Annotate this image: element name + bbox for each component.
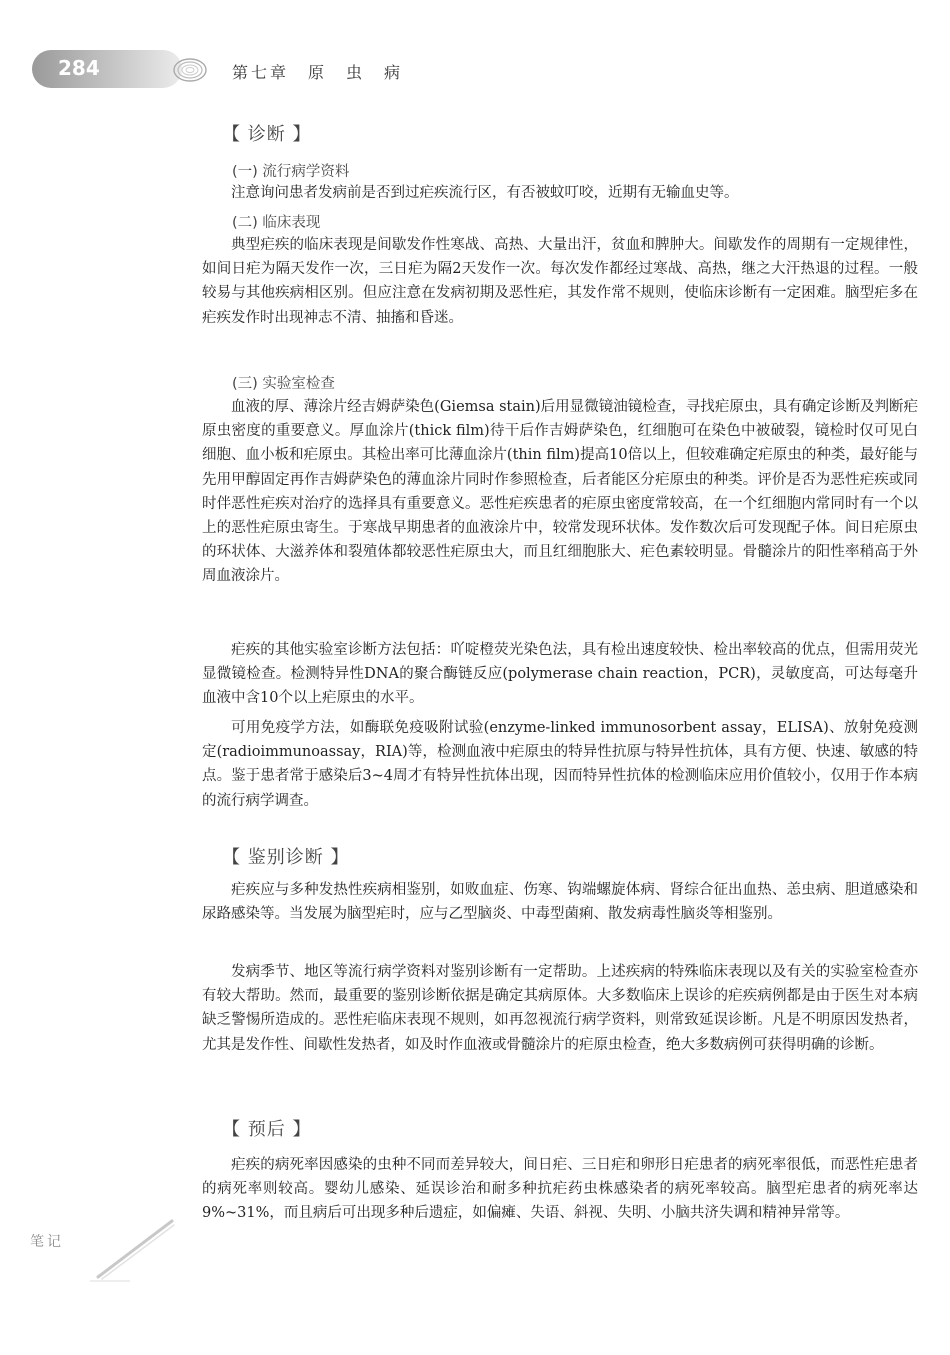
differential-heading: 【 鉴别诊断 】 bbox=[222, 847, 350, 868]
chapter-title: 第七章 原 虫 病 bbox=[232, 63, 404, 82]
lab-paragraph-1: 血液的厚、薄涂片经吉姆萨染色(Giemsa stain)后用显微镜油镜检查，寻找疟原虫，具有确定诊断及判断疟原虫密度的重要意义。厚血涂片(thick film)待干后作吉姆萨染色，红细胞可在染色中被破裂，镜检时仅可见白细胞、血小板和疟原虫。其检出率可比薄血涂片(thin film)提高10倍以上，但较难确定疟原虫的种类，最好能与先用甲醇固定再作吉姆萨染色的薄血涂片同时作参照检查，后者能区分疟原虫的种类。评价是否为恶性疟疾或同时伴恶性疟疾对治疗的选择具有重要意义。恶性疟疾患者的疟原虫密度常较高，在一个红细胞内常同时有一个以上的恶性疟原虫寄生。于寒战早期患者的血液涂片中，较常发现环状体。发作数次后可发现配子体。间日疟原虫的环状体、大滋养体和裂殖体都较恶性疟原虫大，而且红细胞胀大、疟色素较明显。骨髓涂片的阳性率稍高于外周血液涂片。 bbox=[202, 399, 918, 585]
page-header bbox=[0, 40, 950, 100]
differential-paragraph-2: 发病季节、地区等流行病学资料对鉴别诊断有一定帮助。上述疾病的特殊临床表现以及有关的实验室检查亦有较大帮助。然而，最重要的鉴别诊断依据是确定其病原体。大多数临床上误诊的疟疾病例都是由于医生对本病缺乏警惕所造成的。恶性疟临床表现不规则，如再忽视流行病学资料，则常致延误诊断。凡是不明原因发热者，尤其是发作性、间歇性发热者，如及时作血液或骨髓涂片的疟原虫检查，绝大多数病例可获得明确的诊断。 bbox=[202, 964, 918, 1053]
lab-paragraph-2: 疟疾的其他实验室诊断方法包括：吖啶橙荧光染色法，具有检出速度较快、检出率较高的优点，但需用荧光显微镜检查。检测特异性DNA的聚合酶链反应(polymerase chain reaction，PCR)，灵敏度高，可达每毫升血液中含10个以上疟原虫的水平。 bbox=[202, 642, 918, 707]
epidemiology-heading: (一) 流行病学资料 bbox=[232, 164, 350, 180]
page-number-badge bbox=[32, 50, 182, 88]
clinical-text: 典型疟疾的临床表现是间歇发作性寒战、高热、大量出汗，贫血和脾肿大。间歇发作的周期有一定规律性，如间日疟为隔天发作一次，三日疟为隔2天发作一次。每次发作都经过寒战、高热，继之大汗热退的过程。一般较易与其他疾病相区别。但应注意在发病初期及恶性疟，其发作常不规则，使临床诊断有一定困难。脑型疟多在疟疾发作时出现神志不清、抽搐和昏迷。 bbox=[202, 237, 918, 326]
swirl-ornament-icon bbox=[170, 48, 210, 90]
pen-icon bbox=[90, 1215, 180, 1285]
notes-label: 笔记 bbox=[30, 1234, 64, 1250]
lab-paragraph-3: 可用免疫学方法，如酶联免疫吸附试验(enzyme-linked immunosorbent assay，ELISA)、放射免疫测定(radioimmunoassay，RIA)等，检测血液中疟原虫的特异性抗原与特异性抗体，具有方便、快速、敏感的特点。鉴于患者常于感染后3~4周才有特异性抗体出现，因而特异性抗体的检测临床应用价值较小，仅用于作本病的流行病学调查。 bbox=[202, 720, 918, 809]
differential-paragraph-1: 疟疾应与多种发热性疾病相鉴别，如败血症、伤寒、钩端螺旋体病、肾综合征出血热、恙虫病、胆道感染和尿路感染等。当发展为脑型疟时，应与乙型脑炎、中毒型菌痢、散发病毒性脑炎等相鉴别。 bbox=[202, 882, 918, 923]
lab-heading: (三) 实验室检查 bbox=[232, 376, 335, 392]
epidemiology-text: 注意询问患者发病前是否到过疟疾流行区，有否被蚊叮咬，近期有无输血史等。 bbox=[231, 185, 739, 201]
diagnosis-heading: 【 诊断 】 bbox=[222, 124, 312, 145]
notes-margin bbox=[30, 1215, 170, 1285]
prognosis-heading: 【 预后 】 bbox=[222, 1119, 312, 1140]
prognosis-paragraph: 疟疾的病死率因感染的虫种不同而差异较大，间日疟、三日疟和卵形日疟患者的病死率很低，而恶性疟患者的病死率则较高。婴幼儿感染、延误诊治和耐多种抗疟药虫株感染者的病死率较高。脑型疟患者的病死率达9%~31%，而且病后可出现多种后遗症，如偏瘫、失语、斜视、失明、小脑共济失调和精神异常等。 bbox=[202, 1157, 918, 1222]
clinical-heading: (二) 临床表现 bbox=[232, 215, 321, 231]
page-number: 284 bbox=[58, 56, 100, 80]
